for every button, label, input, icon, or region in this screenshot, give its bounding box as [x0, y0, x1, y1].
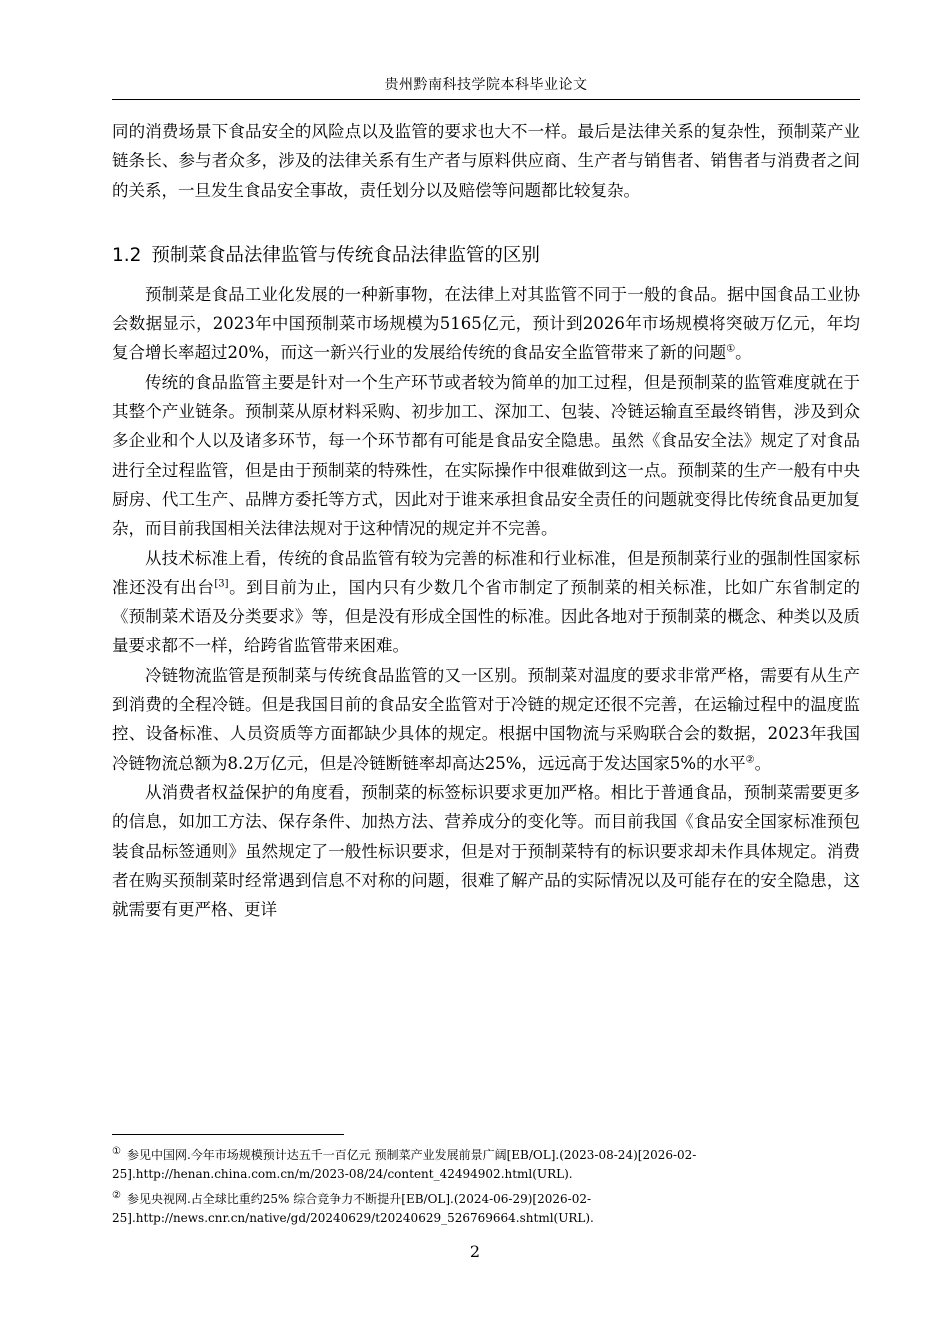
paragraph: 从技术标准上看，传统的食品监管有较为完善的标准和行业标准，但是预制菜行业的强制性国家标准还没有出台[3]。到目前为止，国内只有少数几个省市制定了预制菜的相关标准，比如广东省制定的《预制菜术语及分类要求》等，但是没有形成全国性的标准。因此各地对于预制菜的概念、种类以及质量要求都不一样，给跨省监管带来困难。 [112, 548, 861, 656]
section-title: 预制菜食品法律监管与传统食品法律监管的区别 [151, 244, 540, 266]
paragraph: 预制菜是食品工业化发展的一种新事物，在法律上对其监管不同于一般的食品。据中国食品工业协会数据显示，2023年中国预制菜市场规模为5165亿元，预计到2026年市场规模将突破万亿元，年均复合增长率超过20%，而这一新兴行业的发展给传统的食品安全监管带来了新的问题①。 [112, 284, 860, 363]
footnote [112, 1142, 860, 1184]
section-heading [112, 242, 860, 270]
paragraph: 冷链物流监管是预制菜与传统食品监管的又一区别。预制菜对温度的要求非常严格，需要有从生产到消费的全程冷链。但是我国目前的食品安全监管对于冷链的规定还很不完善，在运输过程中的温度监控、设备标准、人员资质等方面都缺少具体的规定。根据中国物流与采购联合会的数据，2023年我国冷链物流总额为8.2万亿元，但是冷链断链率却高达25%，远远高于发达国家5%的水平②。 [112, 665, 860, 773]
footnote-ref[interactable]: ① [726, 343, 736, 355]
footnote-rule [112, 1134, 344, 1135]
footnote-mark: ② [112, 1190, 121, 1201]
footnote-ref[interactable]: ② [745, 754, 755, 766]
header-rule [112, 99, 860, 100]
footnote-text: 参见央视网.占全球比重约25% 综合竞争力不断提升[EB/OL].(2024-06-29)[2026-02-25].http://news.cnr.cn/native/gd/20240629/t20240629_526769664.shtml(URL). [112, 1192, 594, 1225]
paragraph: 传统的食品监管主要是针对一个生产环节或者较为简单的加工过程，但是预制菜的监管难度就在于其整个产业链条。预制菜从原材料采购、初步加工、深加工、包装、冷链运输直至最终销售，涉及到众多企业和个人以及诸多环节，每一个环节都有可能是食品安全隐患。虽然《食品安全法》规定了对食品进行全过程监管，但是由于预制菜的特殊性，在实际操作中很难做到这一点。预制菜的生产一般有中央厨房、代工生产、品牌方委托等方式，因此对于谁来承担食品安全责任的问题就变得比传统食品更加复杂，而目前我国相关法律法规对于这种情况的规定并不完善。 [112, 372, 860, 539]
page-number: 2 [469, 1242, 481, 1261]
footnote-text: 参见中国网.今年市场规模预计达五千一百亿元 预制菜产业发展前景广阔[EB/OL].(2023-08-24)[2026-02-25].http://henan.china.com.cn/m/2023-08/24/content_42494902.html(URL). [112, 1148, 697, 1181]
page-header: 贵州黔南科技学院本科毕业论文 [384, 77, 588, 93]
main-body [112, 117, 860, 924]
citation-ref[interactable]: [3] [214, 578, 229, 590]
footnote [112, 1186, 860, 1228]
section-number: 1.2 [112, 244, 142, 266]
intro-paragraph: 同的消费场景下食品安全的风险点以及监管的要求也大不一样。最后是法律关系的复杂性，预制菜产业链条长、参与者众多，涉及的法律关系有生产者与原料供应商、生产者与销售者、销售者与消费者之间的关系，一旦发生食品安全事故，责任划分以及赔偿等问题都比较复杂。 [112, 122, 860, 200]
footnote-mark: ① [112, 1146, 121, 1157]
paragraph: 从消费者权益保护的角度看，预制菜的标签标识要求更加严格。相比于普通食品，预制菜需要更多的信息，如加工方法、保存条件、加热方法、营养成分的变化等。而目前我国《食品安全国家标准预包装食品标签通则》虽然规定了一般性标识要求，但是对于预制菜特有的标识要求却未作具体规定。消费者在购买预制菜时经常遇到信息不对称的问题，很难了解产品的实际情况以及可能存在的安全隐患，这就需要有更严格、更详 [112, 782, 860, 920]
footnotes [112, 1142, 860, 1230]
